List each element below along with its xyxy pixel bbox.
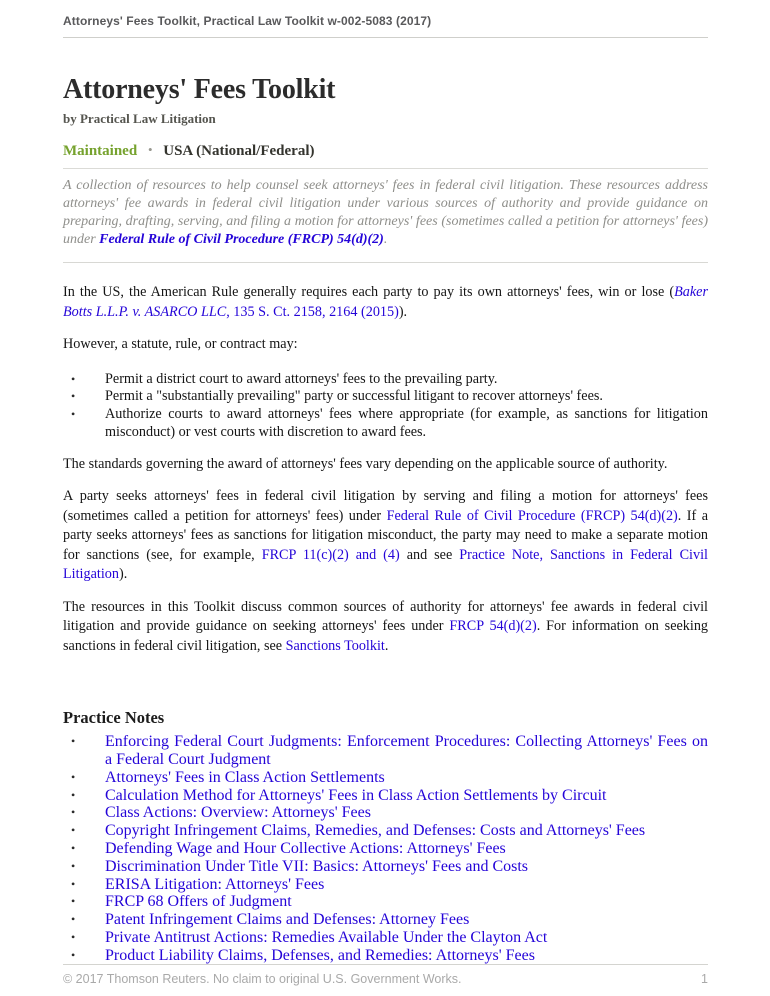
list-item xyxy=(63,388,708,406)
practice-note-item xyxy=(63,822,708,840)
practice-note-item xyxy=(63,840,708,858)
bullet-list xyxy=(63,371,708,442)
jurisdiction-label: USA (National/Federal) xyxy=(163,143,315,159)
text-run: . For information on seeking sanctions in federal civil litigation, see xyxy=(63,618,709,654)
byline: by Practical Law Litigation xyxy=(63,111,216,126)
text-run: In the US, the American Rule generally requires each party to pay its own attorneys' fees, win or lose ( xyxy=(63,284,675,300)
practice-notes-list xyxy=(63,733,708,964)
paragraph xyxy=(63,283,708,322)
separator-dot-icon: • xyxy=(147,142,153,157)
practice-note-link[interactable]: Discrimination Under Title VII: Basics: Attorneys' Fees and Costs xyxy=(105,857,529,875)
paragraph xyxy=(63,335,708,355)
practice-notes-section xyxy=(63,708,708,964)
practice-note-item xyxy=(63,876,708,894)
practice-note-link[interactable]: FRCP 68 Offers of Judgment xyxy=(105,893,292,911)
practice-notes-heading: Practice Notes xyxy=(63,708,165,728)
practice-note-link[interactable]: ERISA Litigation: Attorneys' Fees xyxy=(105,875,325,893)
practice-note-link[interactable]: Attorneys' Fees in Class Action Settlements xyxy=(105,768,385,786)
text-run: A party seeks attorneys' fees in federal civil litigation by serving and filing a motion for attorneys' fees (sometimes called a petition for attorneys' fees) under xyxy=(63,488,708,524)
practice-note-link[interactable]: Copyright Infringement Claims, Remedies, and Defenses: Costs and Attorneys' Fees xyxy=(105,822,646,840)
practice-note-link[interactable]: Defending Wage and Hour Collective Actions: Attorneys' Fees xyxy=(105,839,506,857)
practice-note-item xyxy=(63,947,708,965)
list-item xyxy=(63,406,708,442)
text-run: Authorize courts to award attorneys' fees where appropriate (for example, as sanctions for litigation misconduct) or vest courts with discretion to award fees. xyxy=(105,406,708,440)
text-run: Permit a district court to award attorneys' fees to the prevailing party. xyxy=(105,370,498,387)
copyright-text: © 2017 Thomson Reuters. No claim to original U.S. Government Works. xyxy=(63,972,462,986)
practice-note-item xyxy=(63,929,708,947)
document-header-title: Attorneys' Fees Toolkit, Practical Law Toolkit w-002-5083 (2017) xyxy=(63,14,432,28)
paragraph xyxy=(63,487,708,585)
section-divider xyxy=(63,262,708,263)
inline-link[interactable]: FRCP 54(d)(2) xyxy=(449,618,537,635)
practice-note-item xyxy=(63,911,708,929)
text-run: The standards governing the award of attorneys' fees vary depending on the applicable source of authority. xyxy=(63,455,668,472)
text-run: . If a party seeks attorneys' fees as sanctions for litigation misconduct, the party may need to make a separate motion for sanctions (see, for example, xyxy=(63,507,709,563)
paragraph xyxy=(63,598,708,657)
practice-note-link[interactable]: Class Actions: Overview: Attorneys' Fees xyxy=(105,804,371,822)
text-run: . xyxy=(384,637,389,654)
document-header xyxy=(63,6,708,38)
text-run: Permit a "substantially prevailing" party or successful litigant to recover attorneys' fees. xyxy=(105,388,603,405)
text-run: . xyxy=(383,232,388,247)
page-title: Attorneys' Fees Toolkit xyxy=(63,74,336,105)
text-run: However, a statute, rule, or contract may: xyxy=(63,336,298,352)
text-run: and see xyxy=(399,546,460,563)
list-item xyxy=(63,371,708,389)
page-number: 1 xyxy=(701,972,708,986)
status-badge-maintained: Maintained xyxy=(63,143,138,159)
inline-link[interactable]: Baker Botts L.L.P. v. ASARCO LLC xyxy=(63,284,708,320)
document-body xyxy=(63,283,708,656)
paragraph xyxy=(63,455,708,475)
practice-note-item xyxy=(63,804,708,822)
inline-link[interactable]: Sanctions Toolkit xyxy=(285,637,385,654)
practice-note-item xyxy=(63,769,708,787)
text-run: ). xyxy=(118,566,128,583)
inline-link[interactable]: , 135 S. Ct. 2158, 2164 (2015) xyxy=(226,303,399,320)
text-run: ). xyxy=(398,303,408,320)
text-run: A collection of resources to help counsel seek attorneys' fees in federal civil litigation. These resources address attorneys' fee awards in federal civil litigation under various sources of authority and provide guidance on preparing, drafting, serving, and filing a motion for attorneys' fees (sometimes called a petition for attorneys' fees) under xyxy=(63,178,708,247)
status-row xyxy=(63,142,708,169)
inline-link[interactable]: Practice Note, Sanctions in Federal Civil Litigation xyxy=(63,546,708,583)
inline-link[interactable]: FRCP 11(c)(2) and (4) xyxy=(261,546,400,563)
page-footer xyxy=(63,964,708,986)
practice-note-item xyxy=(63,733,708,769)
practice-note-link[interactable]: Product Liability Claims, Defenses, and Remedies: Attorneys' Fees xyxy=(105,946,535,964)
practice-note-link[interactable]: Enforcing Federal Court Judgments: Enforcement Procedures: Collecting Attorneys' Fees on a Federal Court Judgment xyxy=(105,733,708,768)
practice-note-link[interactable]: Calculation Method for Attorneys' Fees in Class Action Settlements by Circuit xyxy=(105,786,607,804)
practice-note-item xyxy=(63,787,708,805)
document-abstract xyxy=(63,177,708,249)
inline-link[interactable]: Federal Rule of Civil Procedure (FRCP) 54(d)(2) xyxy=(386,507,678,524)
practice-note-item xyxy=(63,858,708,876)
practice-note-link[interactable]: Patent Infringement Claims and Defenses: Attorney Fees xyxy=(105,911,470,929)
practice-note-link[interactable]: Private Antitrust Actions: Remedies Available Under the Clayton Act xyxy=(105,928,548,946)
inline-link[interactable]: Federal Rule of Civil Procedure (FRCP) 54(d)(2) xyxy=(99,232,384,247)
practice-note-item xyxy=(63,893,708,911)
text-run: The resources in this Toolkit discuss common sources of authority for attorneys' fee awards in federal civil litigation and provide guidance on seeking attorneys' fees under xyxy=(63,598,708,635)
